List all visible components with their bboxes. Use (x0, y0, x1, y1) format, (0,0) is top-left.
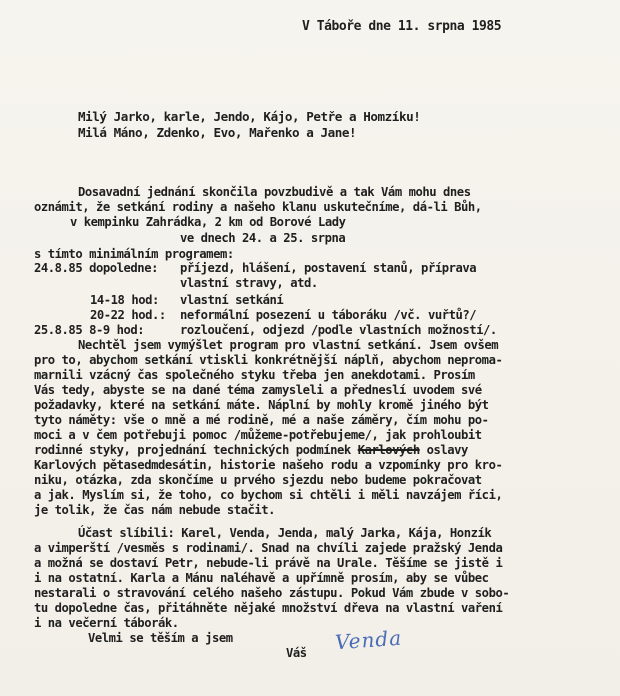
body-line-8 (34, 443, 468, 457)
body-line-7: moci a v čem potřebuji pomoc /můžeme-potřebujeme/, jak prohloubit (34, 428, 482, 442)
body-line-5: požadavky, které na setkání máte. Náplní by mohly kromě jiného být (34, 398, 489, 412)
program-when-3: 14-18 hod: (90, 293, 159, 307)
closing-line-2: a vimperští /vesměs s rodinami/. Snad na chvíli zajede pražský Jenda (34, 541, 503, 555)
handwritten-signature: Venda (334, 625, 403, 655)
closing-line-5: nestarali o stravování celého našeho zástupu. Pokud Vám zbude v sobo- (34, 586, 510, 600)
body-line-12: je tolik, že čas nám nebude stačit. (34, 503, 276, 517)
struck-word: Karlových (357, 443, 420, 457)
intro-line-1: Dosavadní jednání skončila povzbudivě a tak Vám mohu dnes (78, 185, 471, 199)
closing-line-1: Účast slíbili: Karel, Venda, Jenda, malý Jarka, Kája, Honzík (78, 526, 492, 540)
body-line-4: Vás tedy, abyste se na dané téma zamysleli a předneslí uvodem své (34, 383, 482, 397)
closing-line-8: Velmi se těším a jsem (88, 631, 233, 645)
body-line-11: a jak. Myslím si, že toho, co bychom si chtěli i měli navzájem říci, (34, 488, 503, 502)
program-when-4: 20-22 hod.: (90, 308, 166, 322)
intro-line-3: v kempinku Zahrádka, 2 km od Borové Lady (70, 215, 346, 229)
closing-line-4: i na ostatní. Karla a Mánu naléhavě a upřímně prosím, aby se vůbec (34, 571, 489, 585)
salutation-line-2: Milá Máno, Zdenko, Evo, Mařenko a Jane! (78, 125, 357, 140)
body-line-3: marnili vzácný čas společného styku třeba jen anekdotami. Prosím (34, 368, 475, 382)
program-what-1: příjezd, hlášení, postavení stanů, příprava (180, 261, 477, 275)
program-what-2: vlastní stravy, atd. (180, 276, 318, 290)
closing-line-7: i na večerní táborák. (34, 616, 179, 630)
body-line-6: tyto náměty: vše o mně a mé rodině, mé a naše záměry, čím mohu po- (34, 413, 489, 427)
after-strike-text: oslavy (419, 443, 468, 457)
program-what-5: rozloučení, odjezd /podle vlastních možností/. (180, 323, 497, 337)
program-what-3: vlastní setkání (180, 293, 284, 307)
body-line-8-text: rodinné styky, projednání technických podmínek (34, 443, 351, 457)
intro-line-5: s tímto minimálním programem: (34, 247, 234, 261)
closing-line-3: a možná se dostaví Petr, nebude-li právě na Urale. Těšíme se jistě i (34, 556, 503, 570)
program-what-4: neformální posezení u táboráku /vč. vuřtů?/ (180, 308, 477, 322)
salutation-line-1: Milý Jarko, karle, Jendo, Kájo, Petře a Homzíku! (78, 109, 421, 124)
body-line-1: Nechtěl jsem vymýšlet program pro vlastní setkání. Jsem ovšem (78, 338, 499, 352)
intro-line-4: ve dnech 24. a 25. srpna (180, 231, 346, 245)
program-when-5: 25.8.85 8-9 hod: (34, 323, 145, 337)
dateline: V Táboře dne 11. srpna 1985 (302, 19, 502, 34)
sign-off: Váš (286, 646, 307, 660)
body-line-10: niku, otázka, zda skončíme u prvého sjezdu nebo budeme pokračovat (34, 473, 482, 487)
program-when-1: 24.8.85 dopoledne: (34, 261, 158, 275)
body-line-9: Karlových pětasedmdesátin, historie našeho rodu a vzpomínky pro kro- (34, 458, 503, 472)
intro-line-2: oznámit, že setkání rodiny a našeho klanu uskutečníme, dá-li Bůh, (34, 200, 482, 214)
closing-line-6: tu dopoledne čas, přitáhněte nějaké množství dřeva na vlastní vaření (34, 601, 503, 615)
body-line-2: pro to, abychom setkání vtiskli konkrétnější náplň, abychom neproma- (34, 353, 503, 367)
